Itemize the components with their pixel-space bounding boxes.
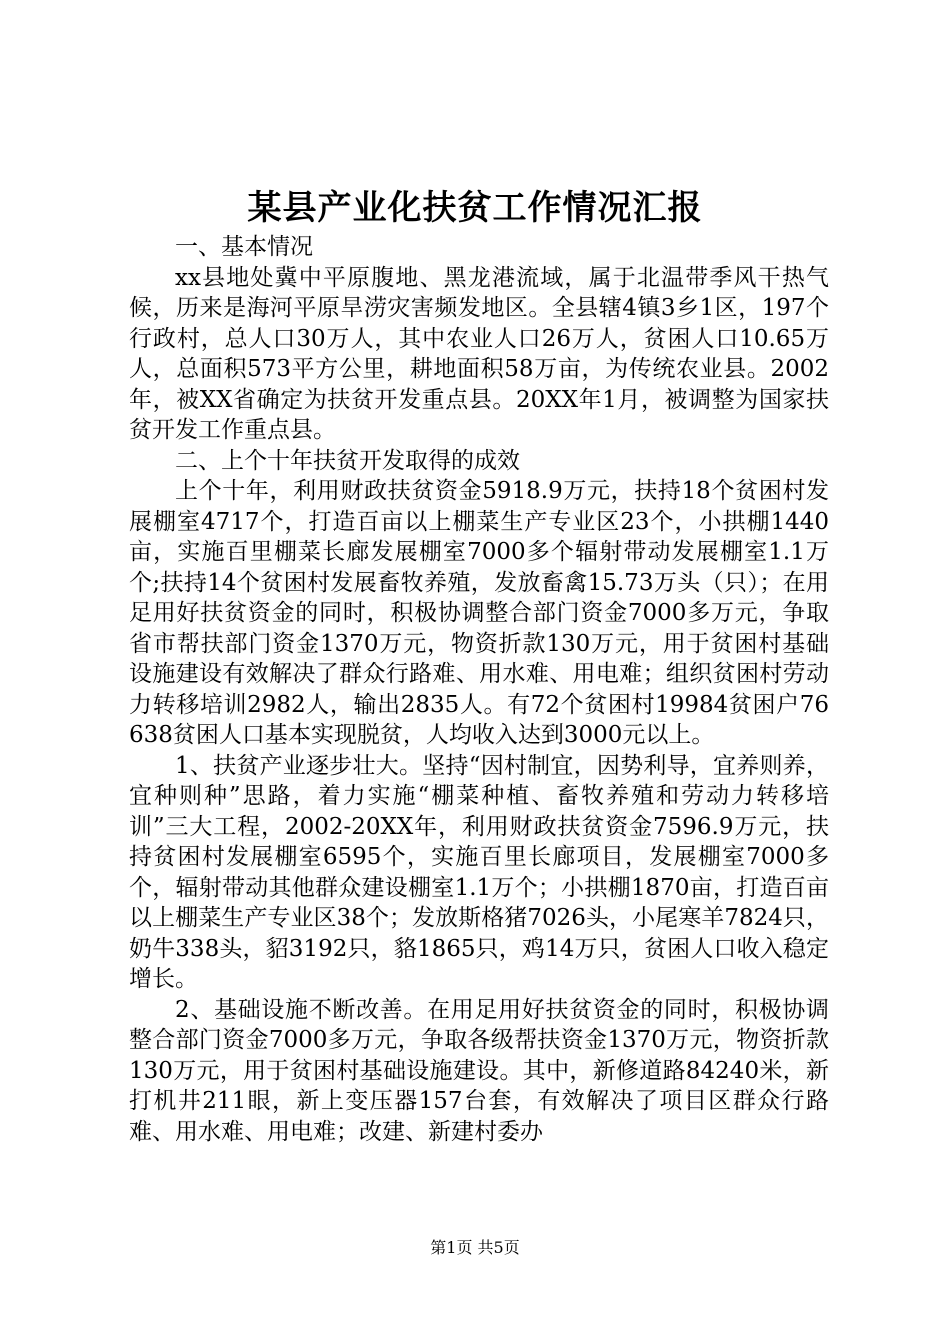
- paragraph-basic-situation: xx县地处冀中平原腹地、黑龙港流域，属于北温带季风干热气候，历来是海河平原旱涝灾害频发地区。全县辖4镇3乡1区，197个行政村，总人口30万人，其中农业人口26万人，贫困人口10.65万人，总面积573平方公里，耕地面积58万亩，为传统农业县。2002年，被XX省确定为扶贫开发重点县。20XX年1月，被调整为国家扶贫开发工作重点县。: [129, 264, 829, 443]
- section-heading-achievements: 二、上个十年扶贫开发取得的成效: [175, 447, 520, 474]
- paragraph-infrastructure: 2、基础设施不断改善。在用足用好扶贫资金的同时，积极协调整合部门资金7000多万元，争取各级帮扶资金1370万元，物资折款130万元，用于贫困村基础设施建设。其中，新修道路84240米，新打机井211眼，新上变压器157台套，有效解决了项目区群众行路难、用水难、用电难；改建、新建村委办: [129, 996, 829, 1145]
- paragraph-industry: 1、扶贫产业逐步壮大。坚持“因村制宜，因势利导，宜养则养，宜种则种”思路，着力实施“棚菜种植、畜牧养殖和劳动力转移培训”三大工程，2002-20XX年，利用财政扶贫资金7596.9万元，扶持贫困村发展棚室6595个，实施百里长廊项目，发展棚室7000多个，辐射带动其他群众建设棚室1.1万个；小拱棚1870亩，打造百亩以上棚菜生产专业区38个；发放斯格猪7026头，小尾寒羊7824只，奶牛338头，貂3192只，貉1865只，鸡14万只，贫困人口收入稳定增长。: [129, 752, 829, 992]
- page-footer: 第1页 共5页: [430, 1238, 520, 1257]
- section-heading-basic: 一、基本情况: [175, 234, 313, 260]
- document-body: [129, 232, 829, 1147]
- paragraph-achievements: 上个十年，利用财政扶贫资金5918.9万元，扶持18个贫困村发展棚室4717个，打造百亩以上棚菜生产专业区23个，小拱棚1440亩，实施百里棚菜长廊发展棚室7000多个辐射带动发展棚室1.1万个;扶持14个贫困村发展畜牧养殖，发放畜禽15.73万头（只）；在用足用好扶贫资金的同时，积极协调整合部门资金7000多万元，争取省市帮扶部门资金1370万元，物资折款130万元，用于贫困村基础设施建设有效解决了群众行路难、用水难、用电难；组织贫困村劳动力转移培训2982人，输出2835人。有72个贫困村19984贫困户76638贫困人口基本实现脱贫，人均收入达到3000元以上。: [129, 478, 829, 748]
- document-title: 某县产业化扶贫工作情况汇报: [247, 188, 703, 228]
